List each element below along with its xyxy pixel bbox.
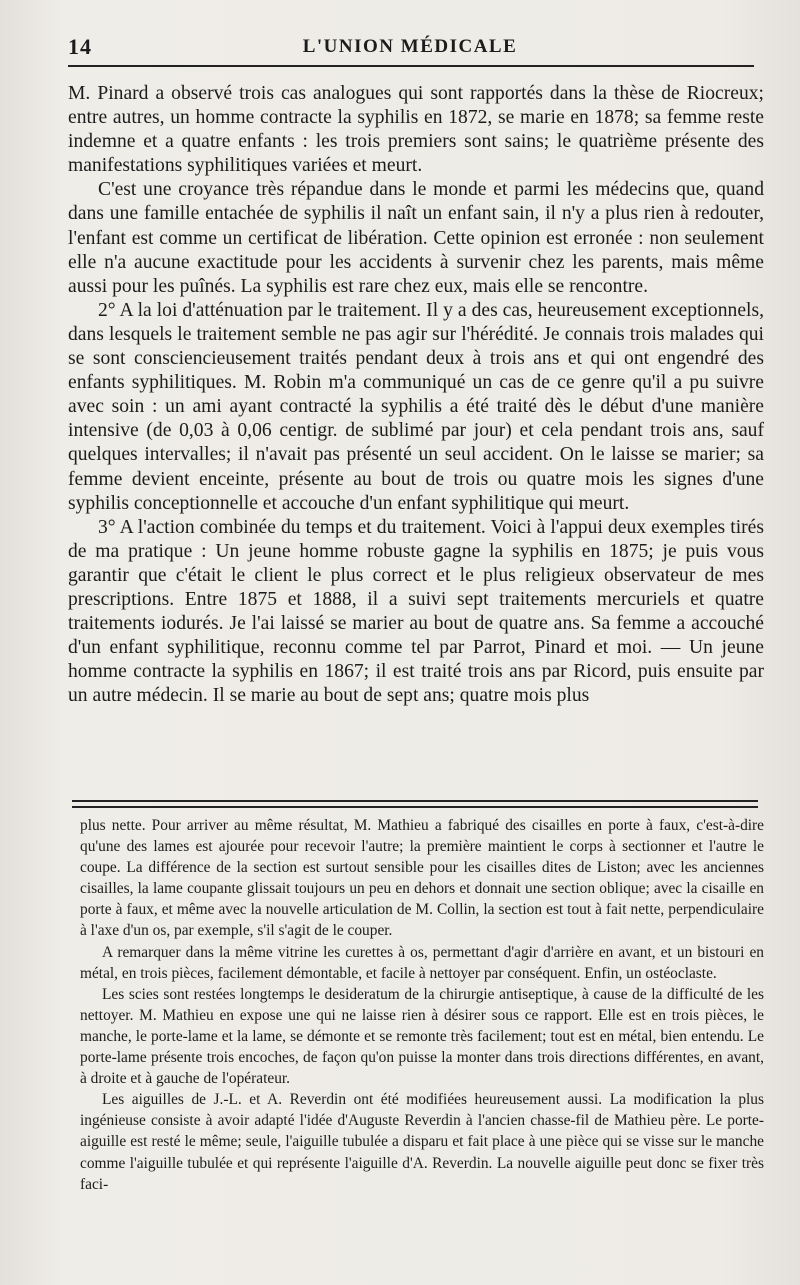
paragraph: 2° A la loi d'atténuation par le traitement. Il y a des cas, heureusement exceptionnels, dans lesquels le traitement semble ne pas agir sur l'hérédité. Je connais trois malades qui se sont consciencieusement traités pendant deux à trois ans et qui ont engendré des enfants syphilitiques. M. Robin m'a communiqué un cas de ce genre qu'il a pu suivre avec soin : un ami ayant contracté la syphilis a été traité dès le début d'une manière intensive (de 0,03 à 0,06 centigr. de sublimé par jour) et cela pendant trois ans, sauf quelques intervalles; il n'avait pas présenté un seul accident. On le laisse se marier; sa femme devient enceinte, présente au bout de trois ou quatre mois les signes d'une syphilis conceptionnelle et accouche d'un enfant syphilitique qui meurt. [68, 299, 764, 514]
feuilleton-paragraph: Les scies sont restées longtemps le desideratum de la chirurgie antiseptique, à cause de la difficulté de les nettoyer. M. Mathieu en expose une qui ne laisse rien à désirer sous ce rapport. Elle est en trois pièces, le manche, le porte-lame et la lame, se démonte et se remonte très facilement; tout est en métal, bien entendu. Le porte-lame présente trois encoches, de façon qu'on puisse la monter dans trois directions différentes, en avant, à droite et à gauche de l'opérateur. [80, 985, 764, 1088]
feuilleton [80, 815, 764, 1195]
feuilleton-divider [72, 800, 758, 808]
feuilleton-paragraph: A remarquer dans la même vitrine les curettes à os, permettant d'agir d'arrière en avant, et un bistouri en métal, en trois pièces, facilement démontable, et facile à nettoyer par conséquent. Enfin, un ostéoclaste. [80, 943, 764, 982]
page-number: 14 [68, 34, 92, 59]
paragraph: C'est une croyance très répandue dans le monde et parmi les médecins que, quand dans une famille entachée de syphilis il naît un enfant sain, il n'y a plus rien à redouter, l'enfant est comme un certificat de libération. Cette opinion est erronée : non seulement elle n'a aucune exactitude pour les accidents à survenir chez les parents, mais même aussi pour les puînés. La syphilis est rare chez eux, mais elle se rencontre. [68, 179, 764, 297]
feuilleton-paragraph: plus nette. Pour arriver au même résultat, M. Mathieu a fabriqué des cisailles en porte à faux, c'est-à-dire qu'une des lames est ajourée pour recevoir l'autre; la première maintient le corps à sectionner et l'autre le coupe. La différence de la section est surtout sensible pour les cisailles dites de Liston; avec les anciennes cisailles, la lame coupante glissait toujours un peu en dehors et donnait une section oblique; avec la cisaille en porte à faux, et même avec la nouvelle articulation de M. Collin, la section est tout à fait nette, perpendiculaire à l'axe d'un os, par exemple, s'il s'agit de le couper. [80, 817, 764, 940]
paragraph: M. Pinard a observé trois cas analogues qui sont rapportés dans la thèse de Riocreux; entre autres, un homme contracte la syphilis en 1872, se marie en 1878; sa femme reste indemne et a quatre enfants : les trois premiers sont sains; le quatrième présente des manifestations syphilitiques variées et meurt. [68, 83, 764, 177]
header-rule [68, 65, 754, 67]
page-header [68, 28, 752, 62]
feuilleton-paragraph: Les aiguilles de J.-L. et A. Reverdin ont été modifiées heureusement aussi. La modification la plus ingénieuse consiste à avoir adapté l'idée d'Auguste Reverdin à l'ancien chasse-fil de Mathieu père. Le porte-aiguille est resté le même; seule, l'aiguille tubulée a disparu et fait place à une pièce qui se visse sur le manche comme l'aiguille tubulée et qui représente l'aiguille d'A. Reverdin. La nouvelle aiguille peut donc se fixer très faci- [80, 1091, 764, 1193]
journal-title: L'UNION MÉDICALE [302, 36, 518, 57]
main-article [68, 82, 764, 708]
paragraph: 3° A l'action combinée du temps et du traitement. Voici à l'appui deux exemples tirés de ma pratique : Un jeune homme robuste gagne la syphilis en 1875; je puis vous garantir que c'était le client le plus correct et le plus religieux observateur de mes prescriptions. Entre 1875 et 1888, il a suivi sept traitements mercuriels et quatre traitements iodurés. Je l'ai laissé se marier au bout de quatre ans. Sa femme a accouché d'un enfant syphilitique, reconnu comme tel par Parrot, Pinard et moi. — Un jeune homme contracte la syphilis en 1867; il est traité trois ans par Ricord, puis ensuite par un autre médecin. Il se marie au bout de sept ans; quatre mois plus [68, 516, 764, 707]
